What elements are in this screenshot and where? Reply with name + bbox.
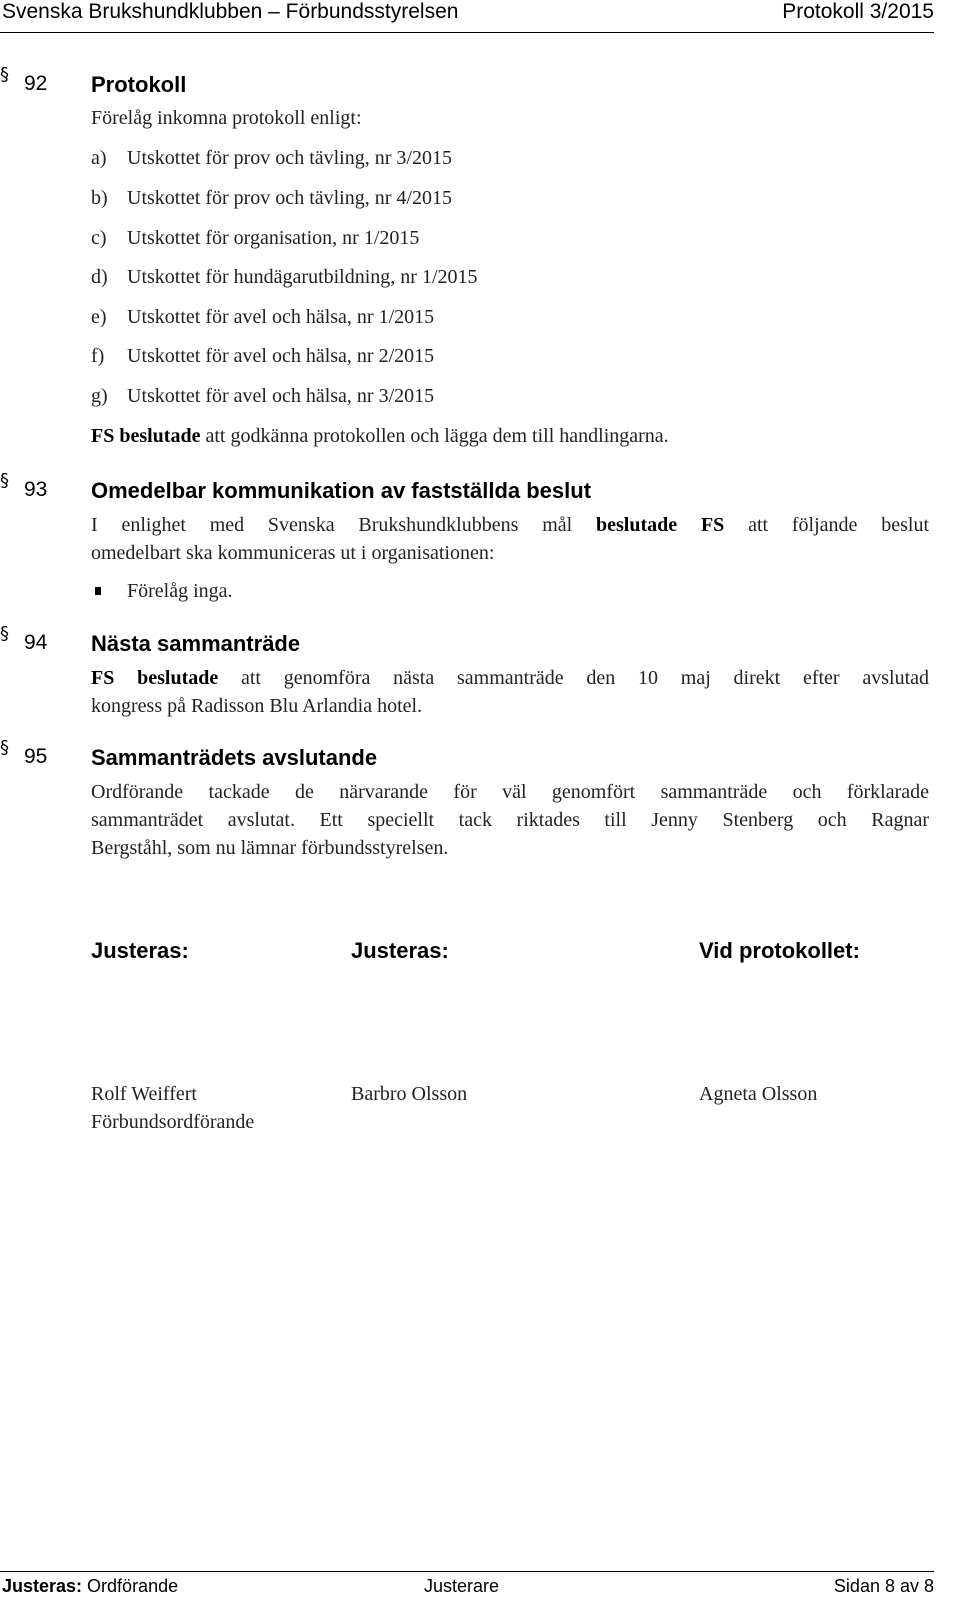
list-item: [91, 266, 478, 289]
list-item-text: Utskottet för hundägarutbildning, nr 1/2015: [127, 266, 478, 288]
list-item-text: Utskottet för avel och hälsa, nr 2/2015: [127, 345, 435, 367]
decision-text: att godkänna protokollen och lägga dem till handlingarna.: [200, 425, 669, 447]
header-protocol-number: Protokoll 3/2015: [782, 0, 934, 23]
list-item-text: Utskottet för prov och tävling, nr 3/2015: [127, 147, 452, 169]
signature-heading-1: Justeras:: [91, 938, 189, 963]
paragraph-line: Ordförande tackade de närvarande för väl genomfört sammanträde och förklarade: [91, 781, 929, 803]
signatory-role-1: Förbundsordförande: [91, 1111, 255, 1133]
paragraph-line: [91, 664, 929, 692]
section-number: 94: [24, 631, 48, 654]
footer-text: Ordförande: [82, 1576, 179, 1596]
section-number: 92: [24, 72, 48, 95]
signature-heading-2: Justeras:: [351, 938, 449, 963]
paragraph-line: sammanträdet avslutat. Ett speciellt tack riktades till Jenny Stenberg och Ragnar: [91, 809, 929, 831]
list-item-text: Utskottet för avel och hälsa, nr 3/2015: [127, 385, 435, 407]
section-title: Protokoll: [91, 72, 187, 97]
footer-bold: Justeras:: [2, 1576, 83, 1596]
header-divider: [0, 32, 934, 33]
section-92-intro: Förelåg inkomna protokoll enligt:: [91, 107, 362, 129]
section-marker-icon: §: [0, 470, 9, 491]
list-item-text: Utskottet för prov och tävling, nr 4/2015: [127, 187, 452, 209]
section-92-decision: [91, 425, 669, 448]
section-94-paragraph: [91, 664, 929, 720]
paragraph-text: I enlighet med Svenska Brukshundklubbens mål: [91, 514, 597, 536]
list-item: [91, 187, 452, 210]
list-item: [91, 147, 452, 170]
section-title: Omedelbar kommunikation av fastställda beslut: [91, 478, 592, 503]
paragraph-bold: beslutade FS: [596, 514, 725, 536]
list-item: [91, 385, 434, 408]
list-item-text: Utskottet för organisation, nr 1/2015: [127, 227, 420, 249]
section-marker-icon: §: [0, 623, 9, 644]
list-item: [91, 227, 419, 250]
page-header: [0, 0, 934, 28]
section-title: Nästa sammanträde: [91, 631, 301, 656]
list-item: [91, 306, 434, 329]
paragraph-line: [91, 511, 929, 539]
section-95-paragraph: [91, 778, 929, 862]
paragraph-line: Bergståhl, som nu lämnar förbundsstyrelsen.: [91, 837, 449, 859]
list-item: [91, 345, 434, 368]
bullet-text: Förelåg inga.: [127, 580, 233, 602]
list-item-label: e): [91, 306, 107, 328]
paragraph-text: att genomföra nästa sammanträde den 10 maj direkt efter avslutad: [218, 667, 929, 689]
list-item-label: a): [91, 147, 107, 169]
section-number: 93: [24, 478, 48, 501]
section-marker-icon: §: [0, 64, 9, 85]
paragraph-text: att följande beslut: [724, 514, 930, 536]
signatory-name-1: Rolf Weiffert: [91, 1083, 197, 1105]
section-title: Sammanträdets avslutande: [91, 745, 378, 770]
paragraph-bold: FS beslutade: [91, 667, 219, 689]
footer-page-number: Sidan 8 av 8: [833, 1576, 934, 1596]
footer-center: Justerare: [424, 1576, 500, 1596]
list-item-label: d): [91, 266, 108, 288]
section-number: 95: [24, 745, 48, 768]
signature-heading-3: Vid protokollet:: [699, 938, 860, 963]
footer-left: [2, 1576, 178, 1597]
header-organisation: Svenska Brukshundklubben – Förbundsstyrelsen: [2, 0, 459, 23]
section-93-paragraph: [91, 511, 929, 567]
paragraph-line: omedelbart ska kommuniceras ut i organisationen:: [91, 542, 495, 564]
list-item-label: c): [91, 227, 107, 249]
section-marker-icon: §: [0, 737, 9, 758]
list-item-label: b): [91, 187, 108, 209]
footer-divider: [0, 1571, 934, 1572]
paragraph-line: kongress på Radisson Blu Arlandia hotel.: [91, 695, 423, 717]
list-item-label: f): [91, 345, 105, 367]
signatory-name-2: Barbro Olsson: [351, 1083, 468, 1105]
signatory-name-3: Agneta Olsson: [699, 1083, 818, 1105]
bullet-square-icon: [95, 587, 101, 595]
list-item-text: Utskottet för avel och hälsa, nr 1/2015: [127, 306, 435, 328]
list-item-label: g): [91, 385, 108, 407]
decision-bold: FS beslutade: [91, 425, 201, 447]
